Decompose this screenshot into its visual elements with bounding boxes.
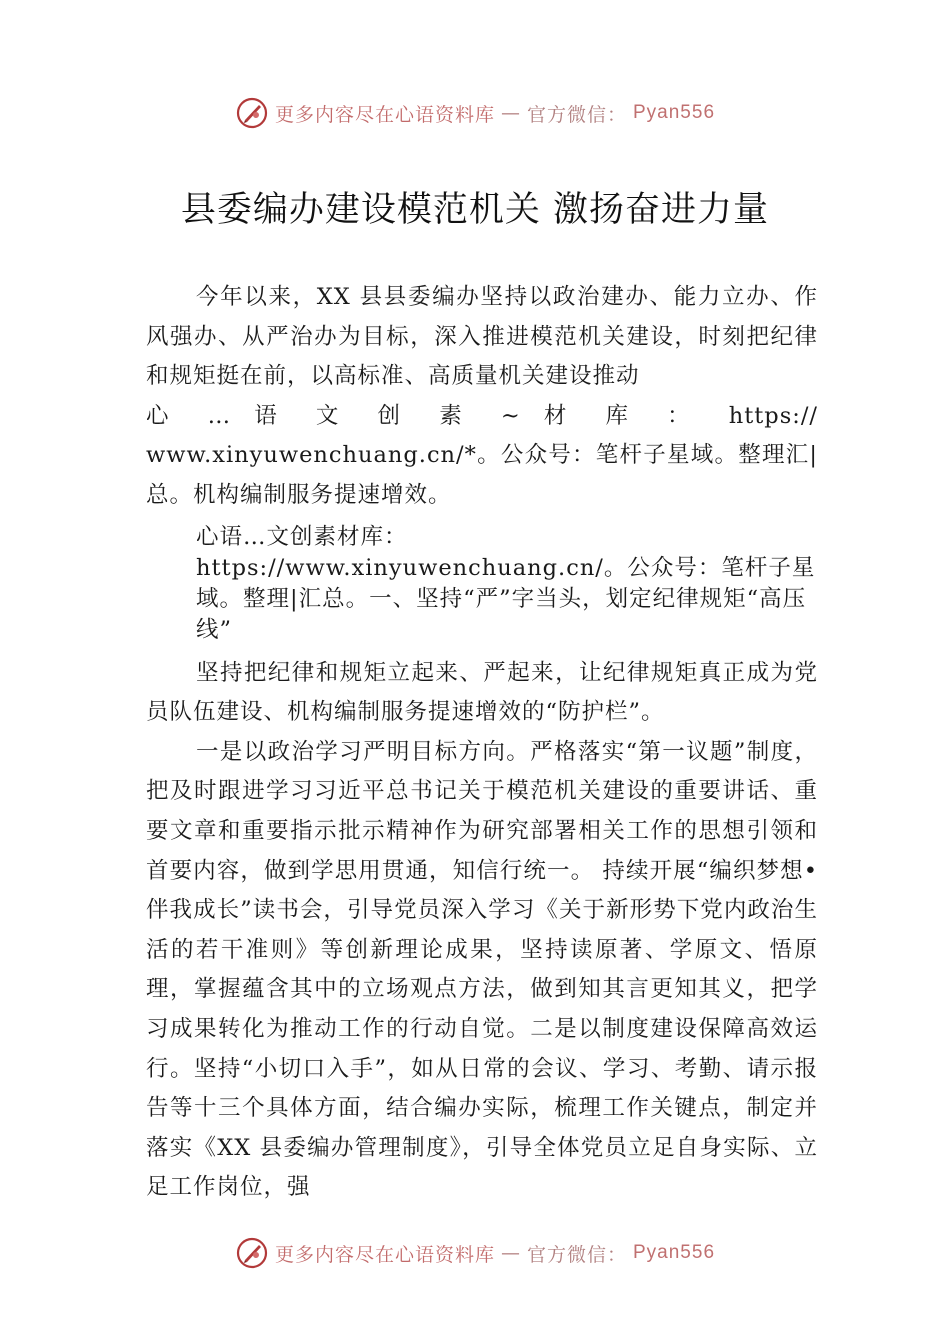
pen-logo-icon [235,1236,269,1270]
paragraph-intro-spread-line: 心 … 语 文 创 素 ~ 材 库 ： https:// [146,402,818,429]
banner-dash: — [500,1242,521,1264]
document-title: 县委编办建设模范机关 激扬奋进力量 [180,190,770,230]
paragraph-discipline: 坚持把纪律和规矩立起来、严起来，让纪律规矩真正成为党员队伍建设、机构编制服务提速增效的“防护栏”。 [146,659,818,726]
banner-wechat-id: Pyan556 [633,1242,716,1263]
banner-library-text: 更多内容尽在心语资料库 [274,1243,495,1266]
header-watermark-banner [0,96,950,130]
paragraph-political-study: 一是以政治学习严明目标方向。严格落实“第一议题”制度，把及时跟进学习习近平总书记关于模范机关建设的重要讲话、重要文章和重要指示批示精神作为研究部署相关工作的思想引领和首要内容，做到学思用贯通，知信行统一。 持续开展“编织梦想•伴我成长”读书会，引导党员深入学习《关于新形势下党内政治生活的若干准则》等创新理论成果，坚持读原著、学原文、悟原理，掌握蕴含其中的立场观点方法，做到知其言更知其义，把学习成果转化为推动工作的行动自觉。二是以制度建设保障高效运行。坚持“小切口入手”，如从日常的会议、学习、考勤、请示报告等十三个具体方面，结合编办实际，梳理工作关键点，制定并落实《XX 县委编办管理制度》，引导全体党员立足自身实际、立足工作岗位，强 [146,738,818,1201]
banner-dash: — [500,102,521,124]
banner-wechat-id: Pyan556 [633,102,716,123]
document-body [146,278,818,1208]
footer-watermark-banner [0,1236,950,1270]
paragraph-intro-a: 今年以来，XX 县县委编办坚持以政治建办、能力立办、作风强办、从严治办为目标，深入推进模范机关建设，时刻把纪律和规矩挺在前，以高标准、高质量机关建设推动 [146,284,818,390]
banner-wechat-label: 官方微信： [526,1243,627,1266]
pen-logo-icon [235,96,269,130]
paragraph-section-heading: 心语…文创素材库：https://www.xinyuwenchuang.cn/。公众号：笔杆子星域。整理|汇总。一、坚持“严”字当头，划定纪律规矩“高压线” [196,523,816,643]
banner-library-text: 更多内容尽在心语资料库 [274,103,495,126]
banner-wechat-label: 官方微信： [526,103,627,126]
paragraph-intro-b: www.xinyuwenchuang.cn/*。公众号：笔杆子星域。整理汇|总。机构编制服务提速增效。 [146,442,818,508]
